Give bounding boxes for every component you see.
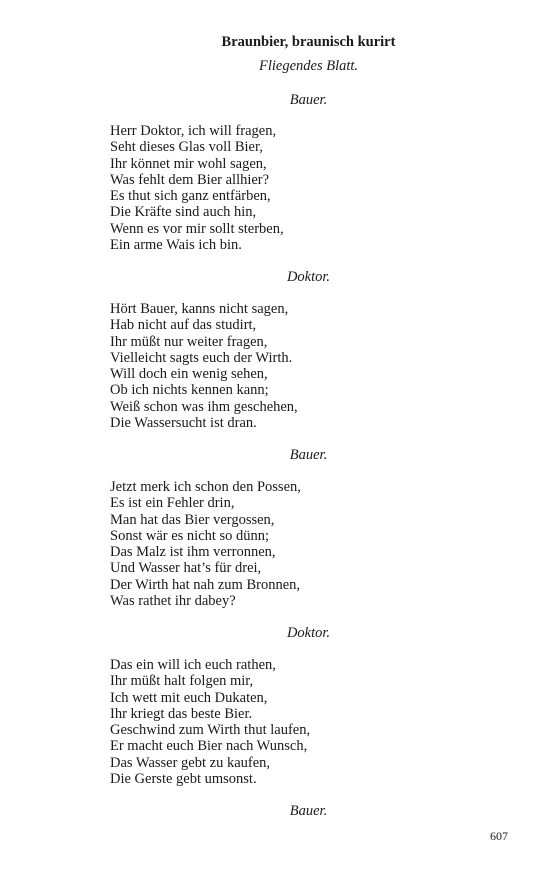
verse-line: Wenn es vor mir sollt sterben, bbox=[110, 220, 284, 237]
stanza-3 bbox=[110, 479, 301, 609]
poem-subtitle: Fliegendes Blatt. bbox=[258, 58, 359, 74]
verse-line: Weiß schon was ihm geschehen, bbox=[110, 398, 298, 415]
page-number: 607 bbox=[490, 829, 508, 843]
speaker-label-bauer: Bauer. bbox=[289, 92, 328, 108]
verse-line: Geschwind zum Wirth thut laufen, bbox=[110, 722, 311, 739]
verse-line: Was fehlt dem Bier allhier? bbox=[110, 171, 270, 188]
verse-line: Ob ich nichts kennen kann; bbox=[110, 382, 269, 399]
verse-line: Die Kräfte sind auch hin, bbox=[110, 204, 257, 221]
verse-line: Er macht euch Bier nach Wunsch, bbox=[110, 738, 308, 755]
stanza-4 bbox=[110, 657, 310, 787]
verse-line: Die Wassersucht ist dran. bbox=[110, 415, 257, 432]
verse-line: Das Malz ist ihm verronnen, bbox=[110, 544, 276, 561]
poem-title: Braunbier, braunisch kurirt bbox=[221, 34, 396, 50]
speaker-label-doktor: Doktor. bbox=[286, 625, 331, 641]
verse-line: Vielleicht sagts euch der Wirth. bbox=[110, 349, 293, 366]
verse-line: Sonst wär es nicht so dünn; bbox=[110, 527, 270, 544]
speaker-label-bauer: Bauer. bbox=[289, 803, 328, 819]
verse-line: Man hat das Bier vergossen, bbox=[110, 511, 275, 528]
verse-line: Ich wett mit euch Dukaten, bbox=[110, 689, 268, 706]
verse-line: Seht dieses Glas voll Bier, bbox=[110, 139, 263, 156]
verse-line: Ihr könnet mir wohl sagen, bbox=[110, 155, 267, 172]
verse-line: Ihr müßt nur weiter fragen, bbox=[110, 333, 268, 350]
verse-line: Hört Bauer, kanns nicht sagen, bbox=[110, 301, 289, 317]
stanza-1 bbox=[110, 123, 284, 253]
verse-line: Jetzt merk ich schon den Possen, bbox=[110, 479, 301, 495]
stanza-2 bbox=[110, 301, 298, 431]
verse-line: Das ein will ich euch rathen, bbox=[110, 657, 276, 673]
verse-line: Was rathet ihr dabey? bbox=[110, 593, 236, 610]
verse-line: Hab nicht auf das studirt, bbox=[110, 317, 257, 334]
speaker-label-bauer: Bauer. bbox=[289, 447, 328, 463]
verse-line: Ihr müßt halt folgen mir, bbox=[110, 673, 254, 690]
verse-line: Und Wasser hat’s für drei, bbox=[110, 560, 262, 577]
speaker-label-doktor: Doktor. bbox=[286, 269, 331, 285]
verse-line: Ein arme Wais ich bin. bbox=[110, 237, 242, 254]
verse-line: Ihr kriegt das beste Bier. bbox=[110, 705, 253, 722]
verse-line: Es ist ein Fehler drin, bbox=[110, 495, 235, 512]
verse-line: Es thut sich ganz entfärben, bbox=[110, 188, 271, 205]
verse-line: Der Wirth hat nah zum Bronnen, bbox=[110, 576, 301, 593]
verse-line: Herr Doktor, ich will fragen, bbox=[110, 123, 277, 139]
verse-line: Die Gerste gebt umsonst. bbox=[110, 771, 257, 788]
verse-line: Will doch ein wenig sehen, bbox=[110, 366, 268, 383]
verse-line: Das Wasser gebt zu kaufen, bbox=[110, 754, 271, 771]
